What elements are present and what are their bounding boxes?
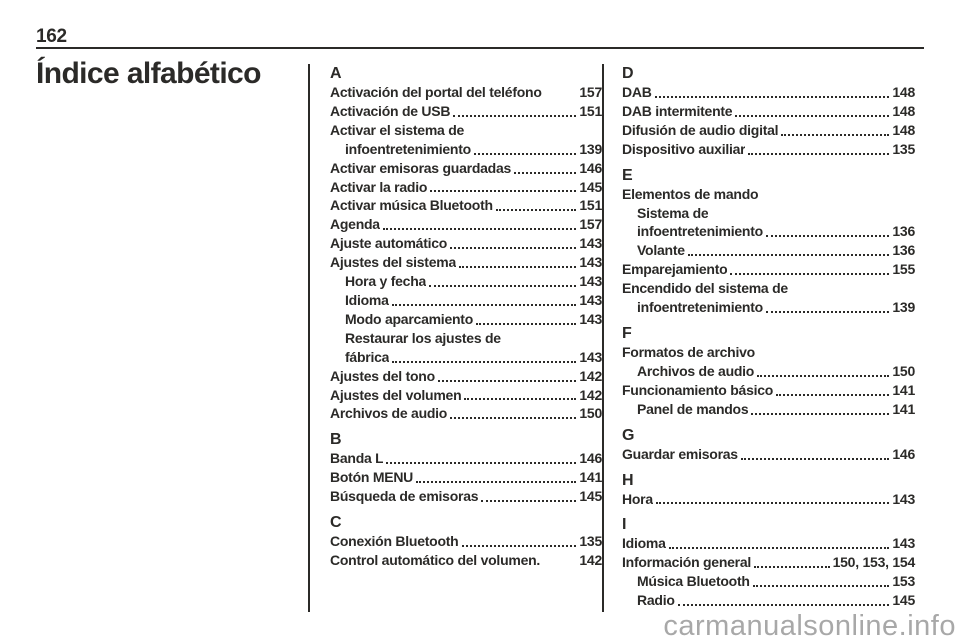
- index-entry: [330, 487, 602, 506]
- entry-page-number: 157: [579, 84, 602, 100]
- entry-page-number: 141: [892, 400, 915, 417]
- index-entry: [330, 348, 602, 367]
- index-entry: [330, 310, 602, 329]
- entry-page-number: 142: [579, 386, 602, 403]
- index-entry: [330, 367, 602, 386]
- index-entry: [622, 553, 915, 572]
- dot-leader: [776, 394, 889, 396]
- entry-page-number: 153: [892, 573, 915, 590]
- entry-page-number: 141: [579, 469, 602, 486]
- index-column-2: [602, 64, 925, 612]
- entry-label: infoentretenimiento: [637, 223, 763, 240]
- entry-page-number: 142: [579, 367, 602, 384]
- index-entry: [622, 490, 915, 509]
- dot-leader: [481, 500, 576, 502]
- watermark: carmanualsonline.info: [663, 609, 956, 642]
- dot-leader: [748, 153, 889, 155]
- dot-leader: [464, 398, 576, 400]
- section-letter-d: D: [622, 65, 634, 82]
- entry-label: Idioma: [622, 535, 666, 552]
- index-entry: [622, 140, 915, 159]
- index-entry: [330, 532, 602, 551]
- index-entry: [330, 215, 602, 234]
- entry-label: Agenda: [330, 216, 380, 233]
- dot-leader: [416, 481, 576, 483]
- entry-page-number: 151: [579, 197, 602, 214]
- entry-page-number: 143: [579, 291, 602, 308]
- entry-page-number: 139: [579, 140, 602, 157]
- index-entry: [622, 445, 915, 464]
- entry-page-number: 146: [892, 445, 915, 462]
- dot-leader: [386, 462, 576, 464]
- entry-label: Música Bluetooth: [637, 573, 750, 590]
- dot-leader: [476, 323, 576, 325]
- dot-leader: [392, 304, 577, 306]
- index-column-1: [308, 64, 602, 612]
- dot-leader: [766, 311, 889, 313]
- entry-label: Ajustes del volumen: [330, 386, 462, 403]
- entry-label: Ajuste automático: [330, 235, 448, 252]
- index-entry: [330, 121, 602, 140]
- entry-page-number: 145: [579, 488, 602, 505]
- index-entry: [330, 291, 602, 310]
- dot-leader: [735, 115, 889, 117]
- entry-page-number: 143: [579, 310, 602, 327]
- entry-label: Dispositivo auxiliar: [622, 140, 746, 157]
- entry-label: Guardar emisoras: [622, 445, 738, 462]
- dot-leader: [430, 190, 576, 192]
- index-entry: [622, 121, 915, 140]
- entry-label: Ajustes del tono: [330, 367, 435, 384]
- index-entry: [330, 468, 602, 487]
- index-entry: [330, 196, 602, 215]
- index-entry: [622, 362, 915, 381]
- entry-label: Difusión de audio digital: [622, 121, 779, 138]
- index-entry: [622, 279, 915, 298]
- entry-page-number: 143: [579, 235, 602, 252]
- dot-leader: [678, 604, 890, 606]
- entry-page-number: 145: [579, 178, 602, 195]
- entry-page-number: 148: [892, 121, 915, 138]
- section-letter-h: H: [622, 471, 634, 489]
- entry-label: DAB: [622, 84, 652, 100]
- index-entry: [330, 159, 602, 178]
- entry-label: Idioma: [345, 291, 389, 308]
- index-section-g: [622, 426, 915, 464]
- section-letter-b: B: [330, 431, 342, 449]
- entry-page-number: 143: [579, 348, 602, 365]
- dot-leader: [496, 209, 577, 211]
- index-section-c: [330, 513, 602, 570]
- entry-label: Hora y fecha: [345, 273, 427, 290]
- section-letter-f: F: [622, 324, 632, 342]
- index-entry: [622, 400, 915, 419]
- entry-page-number: 155: [892, 261, 915, 278]
- index-entry: [330, 449, 602, 468]
- index-entry: [622, 260, 915, 279]
- entry-page-number: 141: [892, 381, 915, 398]
- entry-label: Modo aparcamiento: [345, 310, 473, 327]
- section-letter-g: G: [622, 426, 635, 444]
- entry-label: Funcionamiento básico: [622, 381, 774, 398]
- index-entry: [330, 272, 602, 291]
- entry-page-number: 143: [579, 273, 602, 290]
- dot-leader: [450, 417, 576, 419]
- entry-label: Ajustes del sistema: [330, 254, 456, 271]
- section-letter-a: A: [330, 65, 342, 82]
- entry-label: Información general: [622, 554, 752, 571]
- dot-leader: [688, 254, 890, 256]
- index-entry: [622, 572, 915, 591]
- entry-label: Radio: [637, 592, 675, 609]
- entry-page-number: 135: [579, 533, 602, 550]
- index-entry: [622, 241, 915, 260]
- dot-leader: [781, 134, 889, 136]
- index-entry: [622, 185, 915, 204]
- entry-label: Archivos de audio: [330, 405, 448, 422]
- index-section-f: [622, 324, 915, 419]
- dot-leader: [429, 285, 576, 287]
- index-entry: [330, 234, 602, 253]
- entry-label: Volante: [637, 242, 685, 259]
- dot-leader: [656, 502, 889, 504]
- entry-label: Conexión Bluetooth: [330, 533, 459, 550]
- entry-page-number: 143: [892, 490, 915, 507]
- index-entry: [330, 551, 602, 570]
- dot-leader: [392, 361, 576, 363]
- dot-leader: [669, 547, 890, 549]
- index-section-e: [622, 166, 915, 317]
- dot-leader: [450, 247, 576, 249]
- entry-page-number: 143: [579, 254, 602, 271]
- entry-page-number: 150, 153, 154: [832, 554, 915, 571]
- index-section-i: [622, 515, 915, 610]
- entry-page-number: 148: [892, 102, 915, 119]
- entry-label: infoentretenimiento: [637, 299, 763, 316]
- page-number: 162: [36, 26, 67, 47]
- entry-label: Activar el sistema de: [330, 121, 465, 138]
- entry-label: Búsqueda de emisoras: [330, 488, 479, 505]
- entry-label: Botón MENU: [330, 469, 414, 486]
- entry-label: fábrica: [345, 348, 390, 365]
- dot-leader: [751, 413, 889, 415]
- dot-leader: [474, 153, 576, 155]
- dot-leader: [754, 566, 830, 568]
- dot-leader: [462, 545, 577, 547]
- index-section-h: [622, 471, 915, 509]
- entry-page-number: 143: [892, 535, 915, 552]
- entry-label: Activación de USB: [330, 102, 451, 119]
- index-entry: [330, 253, 602, 272]
- dot-leader: [383, 228, 577, 230]
- index-entry: [330, 140, 602, 159]
- entry-page-number: 136: [892, 242, 915, 259]
- dot-leader: [730, 273, 889, 275]
- entry-label: Banda L: [330, 450, 384, 467]
- entry-label: Activar emisoras guardadas: [330, 159, 512, 176]
- entry-label: Panel de mandos: [637, 400, 749, 417]
- entry-page-number: 150: [579, 405, 602, 422]
- entry-label: Activar música Bluetooth: [330, 197, 493, 214]
- entry-page-number: 151: [579, 102, 602, 119]
- dot-leader: [757, 375, 889, 377]
- entry-label: Archivos de audio: [637, 362, 755, 379]
- index-entry: [330, 386, 602, 405]
- index-entry: [330, 83, 602, 102]
- index-section-d: [622, 64, 915, 159]
- entry-label: Encendido del sistema de: [622, 280, 788, 297]
- entry-label: Restaurar los ajustes de: [345, 329, 501, 346]
- entry-label: Formatos de archivo: [622, 343, 755, 360]
- index-entry: [622, 102, 915, 121]
- section-letter-c: C: [330, 514, 342, 532]
- entry-page-number: 148: [892, 84, 915, 100]
- index-entry: [622, 222, 915, 241]
- dot-leader: [753, 585, 890, 587]
- entry-label: Activar la radio: [330, 178, 428, 195]
- index-section-b: [330, 430, 602, 506]
- index-columns: [308, 64, 925, 612]
- index-entry: [622, 298, 915, 317]
- index-entry: [622, 343, 915, 362]
- dot-leader: [741, 458, 890, 460]
- dot-leader: [438, 380, 576, 382]
- entry-page-number: 150: [892, 362, 915, 379]
- index-entry: [330, 178, 602, 197]
- entry-page-number: 146: [579, 450, 602, 467]
- index-entry: [622, 381, 915, 400]
- entry-label: Sistema de: [637, 204, 709, 221]
- entry-label: DAB intermitente: [622, 102, 733, 119]
- index-entry: [622, 591, 915, 610]
- index-entry: [622, 534, 915, 553]
- entry-label: Emparejamiento: [622, 261, 728, 278]
- section-letter-e: E: [622, 166, 633, 184]
- entry-page-number: 142: [579, 551, 602, 568]
- index-section-a: [330, 64, 602, 423]
- entry-label: Hora: [622, 490, 653, 507]
- entry-page-number: 136: [892, 223, 915, 240]
- header-rule: [36, 47, 924, 49]
- dot-leader: [766, 235, 889, 237]
- dot-leader: [459, 266, 576, 268]
- entry-page-number: 157: [579, 216, 602, 233]
- entry-page-number: 146: [579, 159, 602, 176]
- entry-page-number: 145: [892, 592, 915, 609]
- dot-leader: [655, 96, 890, 98]
- index-entry: [330, 102, 602, 121]
- entry-label: Activación del portal del teléfono: [330, 84, 542, 100]
- page-title: Índice alfabético: [36, 57, 261, 90]
- index-entry: [330, 404, 602, 423]
- index-entry: [330, 329, 602, 348]
- entry-label: infoentretenimiento: [345, 140, 471, 157]
- entry-page-number: 139: [892, 299, 915, 316]
- index-entry: [622, 83, 915, 102]
- index-entry: [622, 204, 915, 223]
- entry-label: Control automático del volumen.: [330, 551, 541, 568]
- entry-label: Elementos de mando: [622, 185, 759, 202]
- entry-page-number: 135: [892, 140, 915, 157]
- dot-leader: [453, 115, 576, 117]
- dot-leader: [514, 172, 576, 174]
- section-letter-i: I: [622, 516, 627, 534]
